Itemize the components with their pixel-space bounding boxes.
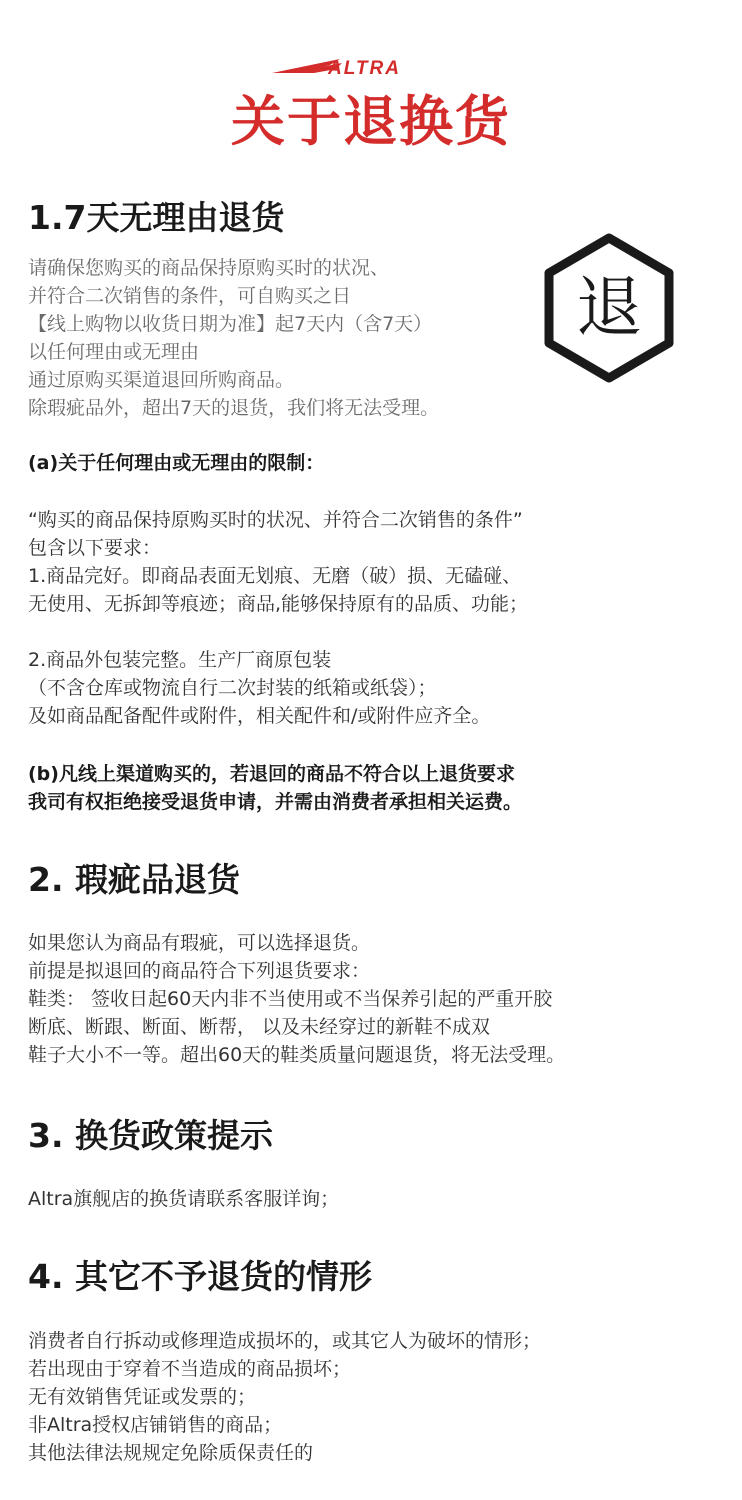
intro-line: 并符合二次销售的条件，可自购买之日 bbox=[28, 285, 352, 307]
section-1-heading: 1.7天无理由退货 bbox=[28, 198, 285, 237]
para-a2-line: （不含仓库或物流自行二次封装的纸箱或纸袋）； bbox=[28, 677, 437, 699]
intro-line: 请确保您购买的商品保持原购买时的状况、 bbox=[28, 257, 390, 279]
section-2-line: 鞋类： 签收日起60天内非不当使用或不当保养引起的严重开胶 bbox=[28, 988, 553, 1010]
para-a-line: 包含以下要求： bbox=[28, 537, 162, 559]
intro-line: 【线上购物以收货日期为准】起7天内（含7天） bbox=[28, 313, 433, 335]
intro-line: 除瑕疵品外，超出7天的退货，我们将无法受理。 bbox=[28, 397, 440, 419]
altra-logo bbox=[270, 55, 470, 79]
para-a-line: 1.商品完好。即商品表面无划痕、无磨（破）损、无磕碰、 bbox=[28, 565, 522, 587]
subheading-b-line: (b)凡线上渠道购买的，若退回的商品不符合以上退货要求 bbox=[28, 763, 515, 785]
return-badge-icon bbox=[543, 233, 675, 383]
para-a-line: “购买的商品保持原购买时的状况、并符合二次销售的条件” bbox=[28, 509, 523, 531]
section-3-line: Altra旗舰店的换货请联系客服详询； bbox=[28, 1188, 340, 1210]
section-4-heading: 4. 其它不予退货的情形 bbox=[28, 1257, 372, 1296]
logo-text: ALTRA bbox=[328, 58, 401, 79]
section-2-heading: 2. 瑕疵品退货 bbox=[28, 860, 240, 899]
subheading-b-line: 我司有权拒绝接受退货申请，并需由消费者承担相关运费。 bbox=[28, 791, 523, 813]
section-2-line: 前提是拟退回的商品符合下列退货要求： bbox=[28, 960, 371, 982]
para-a2-line: 2.商品外包装完整。生产厂商原包装 bbox=[28, 649, 332, 671]
section-4-line: 消费者自行拆动或修理造成损坏的，或其它人为破坏的情形； bbox=[28, 1330, 542, 1352]
para-a2-line: 及如商品配备配件或附件，相关配件和/或附件应齐全。 bbox=[28, 705, 491, 727]
page-title: 关于退换货 bbox=[231, 90, 511, 153]
intro-line: 以任何理由或无理由 bbox=[28, 341, 200, 363]
section-4-line: 非Altra授权店铺销售的商品； bbox=[28, 1414, 283, 1436]
section-2-line: 鞋子大小不一等。超出60天的鞋类质量问题退货，将无法受理。 bbox=[28, 1044, 566, 1066]
subheading-a: (a)关于任何理由或无理由的限制： bbox=[28, 452, 325, 474]
intro-line: 通过原购买渠道退回所购商品。 bbox=[28, 369, 295, 391]
section-4-line: 若出现由于穿着不当造成的商品损坏； bbox=[28, 1358, 352, 1380]
badge-char: 退 bbox=[576, 269, 642, 346]
section-2-line: 断底、断跟、断面、断帮， 以及未经穿过的新鞋不成双 bbox=[28, 1016, 491, 1038]
section-4-line: 无有效销售凭证或发票的； bbox=[28, 1386, 257, 1408]
section-3-heading: 3. 换货政策提示 bbox=[28, 1116, 273, 1155]
para-a-line: 无使用、无拆卸等痕迹；商品,能够保持原有的品质、功能； bbox=[28, 593, 529, 615]
section-4-line: 其他法律法规规定免除质保责任的 bbox=[28, 1442, 314, 1464]
section-2-line: 如果您认为商品有瑕疵，可以选择退货。 bbox=[28, 932, 371, 954]
